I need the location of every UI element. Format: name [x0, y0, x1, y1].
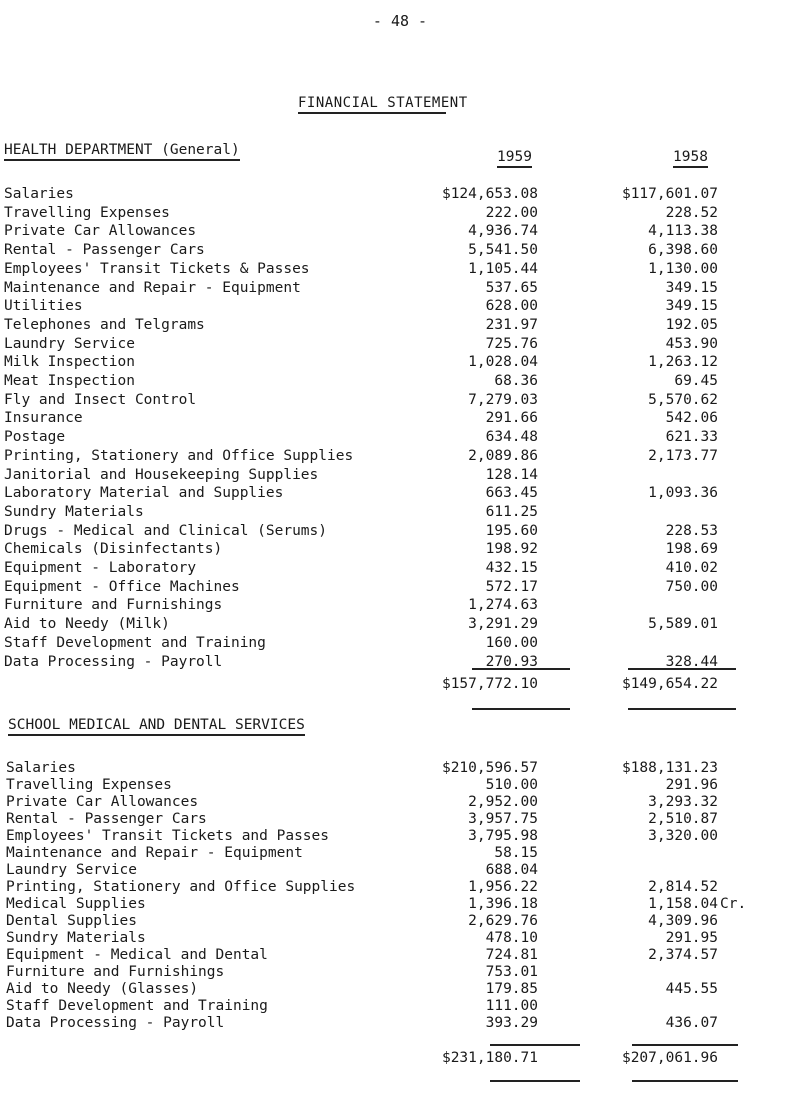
value-1958: 4,309.96	[648, 913, 718, 929]
health-total-rule-1958	[628, 668, 736, 670]
column-header-1959-text: 1959	[497, 149, 532, 168]
health-heading-text: HEALTH DEPARTMENT (General)	[4, 142, 240, 161]
row-label: Equipment - Laboratory	[4, 560, 197, 576]
row-label: Staff Development and Training	[6, 998, 268, 1014]
value-1959: 688.04	[485, 862, 538, 878]
table-row	[0, 373, 800, 393]
table-row	[0, 354, 800, 374]
table-row	[0, 654, 800, 674]
row-label: Printing, Stationery and Office Supplies	[4, 447, 354, 464]
value-1959: 160.00	[485, 634, 538, 651]
table-row	[0, 485, 800, 505]
row-label: Maintenance and Repair - Equipment	[4, 279, 301, 296]
row-label: Drugs - Medical and Clinical (Serums)	[4, 522, 328, 539]
value-1958: 2,814.52	[648, 879, 718, 895]
health-total-rule-1959	[472, 668, 570, 670]
value-1959: 432.15	[485, 560, 538, 576]
value-1958: 192.05	[665, 316, 718, 333]
school-total-underline-1959	[490, 1080, 580, 1082]
value-1958: 2,374.57	[648, 947, 718, 963]
value-1958: 3,293.32	[648, 794, 718, 810]
school-heading-text: SCHOOL MEDICAL AND DENTAL SERVICES	[8, 717, 305, 736]
value-1958: 198.69	[665, 541, 718, 558]
row-label: Postage	[4, 429, 66, 446]
value-1959: 270.93	[485, 653, 538, 670]
row-label: Equipment - Office Machines	[4, 578, 240, 595]
row-label: Furniture and Furnishings	[6, 964, 225, 980]
health-total-1959: $157,772.10	[441, 676, 538, 692]
value-1959: 1,274.63	[468, 597, 538, 614]
table-row	[0, 298, 800, 318]
table-row	[0, 635, 800, 655]
row-label: Meat Inspection	[4, 373, 135, 389]
value-1958: 750.00	[665, 578, 718, 595]
value-1959: 58.15	[494, 845, 538, 861]
value-1959: 537.65	[485, 279, 538, 296]
value-1959: 195.60	[485, 522, 538, 539]
table-row	[0, 523, 800, 543]
row-label: Equipment - Medical and Dental	[6, 947, 268, 963]
school-total-rule-1959	[490, 1044, 580, 1046]
row-label: Private Car Allowances	[4, 223, 197, 240]
value-1959: 725.76	[485, 335, 538, 352]
value-1959: 3,291.29	[468, 616, 538, 633]
value-1959: 2,629.76	[468, 913, 538, 929]
table-row	[0, 186, 800, 206]
value-1959: 3,957.75	[468, 811, 538, 827]
value-1958: 2,510.87	[648, 811, 718, 827]
table-row	[0, 579, 800, 599]
row-label: Sundry Materials	[4, 503, 144, 520]
value-1959: 510.00	[485, 777, 538, 793]
value-1959: $210,596.57	[441, 760, 538, 776]
credit-note: Cr.	[720, 896, 747, 912]
value-1958: 1,093.36	[648, 485, 718, 502]
row-label: Aid to Needy (Milk)	[4, 616, 170, 633]
value-1959: 1,105.44	[468, 260, 538, 277]
row-label: Furniture and Furnishings	[4, 597, 223, 614]
health-section-heading	[4, 142, 240, 158]
value-1958: 453.90	[665, 335, 718, 352]
value-1958: 410.02	[665, 560, 718, 576]
value-1959: 634.48	[485, 429, 538, 446]
school-total-1958: $207,061.96	[621, 1050, 718, 1066]
table-row	[0, 223, 800, 243]
value-1959: 3,795.98	[468, 828, 538, 844]
value-1958: 5,589.01	[648, 616, 718, 633]
table-row	[0, 597, 800, 617]
row-label: Data Processing - Payroll	[4, 653, 223, 670]
school-total-rule-1958	[632, 1044, 738, 1046]
value-1958: 291.96	[665, 777, 718, 793]
value-1959: 5,541.50	[468, 242, 538, 259]
table-row	[0, 261, 800, 281]
value-1959: 128.14	[485, 466, 538, 483]
table-row	[0, 205, 800, 225]
value-1958: 1,263.12	[648, 354, 718, 371]
row-label: Laundry Service	[6, 862, 137, 878]
row-label: Employees' Transit Tickets & Passes	[4, 260, 310, 277]
value-1958: 436.07	[665, 1015, 718, 1031]
table-row	[0, 336, 800, 356]
value-1959: 1,396.18	[468, 896, 538, 912]
value-1958: $117,601.07	[621, 186, 718, 202]
row-label: Travelling Expenses	[4, 204, 170, 221]
table-row	[0, 410, 800, 430]
value-1959: 2,089.86	[468, 447, 538, 464]
row-label: Chemicals (Disinfectants)	[4, 541, 223, 558]
value-1958: 291.95	[665, 930, 718, 946]
value-1959: 724.81	[485, 947, 538, 963]
value-1958: 542.06	[665, 410, 718, 427]
row-label: Laboratory Material and Supplies	[4, 485, 284, 502]
health-total-underline-1958	[628, 708, 736, 710]
row-label: Dental Supplies	[6, 913, 137, 929]
value-1958: 349.15	[665, 298, 718, 315]
school-section-heading	[8, 717, 305, 733]
value-1958: 228.52	[665, 204, 718, 221]
value-1958: 4,113.38	[648, 223, 718, 240]
row-label: Staff Development and Training	[4, 634, 266, 651]
value-1959: 1,956.22	[468, 879, 538, 895]
value-1959: 572.17	[485, 578, 538, 595]
row-label: Laundry Service	[4, 335, 135, 352]
value-1959: 68.36	[494, 373, 538, 389]
column-header-1959	[497, 149, 532, 165]
value-1958: 228.53	[665, 522, 718, 539]
table-row	[0, 504, 800, 524]
value-1959: $124,653.08	[441, 186, 538, 202]
table-row	[0, 616, 800, 636]
value-1959: 4,936.74	[468, 223, 538, 240]
value-1958: 349.15	[665, 279, 718, 296]
table-row	[0, 560, 800, 580]
value-1958: 328.44	[665, 653, 718, 670]
table-row	[0, 1015, 800, 1035]
table-row	[0, 448, 800, 468]
value-1958: 621.33	[665, 429, 718, 446]
row-label: Maintenance and Repair - Equipment	[6, 845, 303, 861]
column-header-1958-text: 1958	[673, 149, 708, 168]
row-label: Fly and Insect Control	[4, 391, 197, 408]
value-1959: 1,028.04	[468, 354, 538, 371]
table-row	[0, 429, 800, 449]
school-total-underline-1958	[632, 1080, 738, 1082]
row-label: Sundry Materials	[6, 930, 146, 946]
value-1959: 198.92	[485, 541, 538, 558]
value-1959: 611.25	[485, 503, 538, 520]
table-row	[0, 280, 800, 300]
value-1958: 69.45	[674, 373, 718, 389]
health-total-underline-1959	[472, 708, 570, 710]
column-header-1958	[673, 149, 708, 165]
table-row	[0, 467, 800, 487]
value-1959: 478.10	[485, 930, 538, 946]
value-1959: 222.00	[485, 204, 538, 221]
row-label: Printing, Stationery and Office Supplies	[6, 879, 356, 895]
value-1959: 753.01	[485, 964, 538, 980]
value-1958: 6,398.60	[648, 242, 718, 259]
table-row	[0, 541, 800, 561]
row-label: Telephones and Telgrams	[4, 316, 205, 333]
value-1959: 7,279.03	[468, 391, 538, 408]
row-label: Employees' Transit Tickets and Passes	[6, 828, 330, 844]
value-1958: $188,131.23	[621, 760, 718, 776]
value-1959: 179.85	[485, 981, 538, 997]
table-row	[0, 242, 800, 262]
value-1958: 1,158.04	[648, 896, 718, 912]
page-number: - 48 -	[372, 12, 428, 30]
row-label: Salaries	[4, 186, 74, 202]
row-label: Rental - Passenger Cars	[4, 242, 205, 259]
value-1959: 111.00	[485, 998, 538, 1014]
row-label: Utilities	[4, 298, 83, 315]
table-row	[0, 317, 800, 337]
value-1958: 2,173.77	[648, 447, 718, 464]
page-title: FINANCIAL STATEMENT	[298, 95, 468, 111]
value-1959: 291.66	[485, 410, 538, 427]
row-label: Travelling Expenses	[6, 777, 172, 793]
row-label: Milk Inspection	[4, 354, 135, 371]
school-total-1959: $231,180.71	[441, 1050, 538, 1066]
value-1958: 5,570.62	[648, 391, 718, 408]
row-label: Insurance	[4, 410, 83, 427]
row-label: Medical Supplies	[6, 896, 146, 912]
row-label: Salaries	[6, 760, 76, 776]
health-total-1958: $149,654.22	[621, 676, 718, 692]
value-1959: 231.97	[485, 316, 538, 333]
value-1959: 663.45	[485, 485, 538, 502]
row-label: Rental - Passenger Cars	[6, 811, 207, 827]
row-label: Aid to Needy (Glasses)	[6, 981, 199, 997]
value-1958: 3,320.00	[648, 828, 718, 844]
value-1958: 445.55	[665, 981, 718, 997]
value-1958: 1,130.00	[648, 260, 718, 277]
row-label: Private Car Allowances	[6, 794, 199, 810]
row-label: Data Processing - Payroll	[6, 1015, 225, 1031]
value-1959: 2,952.00	[468, 794, 538, 810]
row-label: Janitorial and Housekeeping Supplies	[4, 466, 319, 483]
value-1959: 393.29	[485, 1015, 538, 1031]
value-1959: 628.00	[485, 298, 538, 315]
table-row	[0, 392, 800, 412]
